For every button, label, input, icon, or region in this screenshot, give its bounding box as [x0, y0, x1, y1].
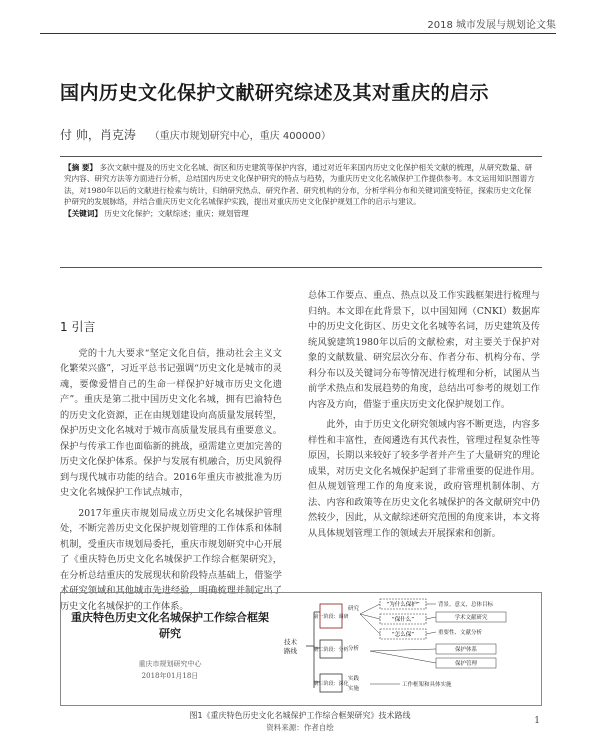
route-label-2: 路线: [284, 647, 297, 655]
left-column: [60, 320, 282, 619]
paper-title: 国内历史文化保护文献研究综述及其对重庆的启示: [60, 82, 490, 104]
running-header: 2018 城市发展与规划论文集: [427, 20, 556, 31]
right-paragraph-1: 总体工作要点、重点、热点以及工作实践框架进行梳理与归纳。本文即在此背景下，以中国知网（CNKI）数据库中的历史文化街区、历史文化名城等名词，历史建筑及传统风貌建筑1980年以后的文献检索，对主要关于保护对象的文献数量、研究层次分布、作者分布、机构分布、学科分布以及关键词分布等情况进行梳理和分析，试图从当前学术热点和发展趋势的角度，总结出可参考的规划工作内容及方向，借鉴于重庆历史文化保护规划工作。: [308, 290, 540, 410]
abstract-text: 多次文献中提及的历史文化名城、街区和历史建筑等保护内容，通过对近年来国内历史文化保护相关文献的梳理，从研究数量、研究内容、研究方法等方面进行分析，总结国内历史文化保护研究的特点与趋势，为重庆历史文化名城保护工作提供参考。本文运用知识图谱方法，对1980年以后的文献进行检索与统计，归纳研究热点、研究作者、研究机构的分布，分析学科分布和关键词演变特征，探索历史文化保护研究的发展脉络，并结合重庆历史文化名城保护实践，提出对重庆历史文化保护规划工作的启示与建议。: [64, 163, 535, 207]
abstract-top-rule: [60, 156, 542, 157]
author-line: [60, 126, 331, 143]
left-paragraph-2: 2017年重庆市规划局成立历史文化名城保护管理处，不断完善历史文化保护规划管理的工作体系和体制机制，受重庆市规划局委托，重庆市规划研究中心开展了《重庆特色历史文化名城保护工作综合框架研究》，在分析总结重庆的发展现状和阶段特点基础上，借鉴学术研究领域和其他城市先进经验，明确梳理并制定出了历史文化名城保护的工作体系。: [60, 507, 282, 612]
question-box-1-label: “为什么保护”: [386, 602, 420, 608]
header-rule: [40, 33, 556, 34]
stage-1: [313, 604, 348, 628]
stage-1-label: 第一阶段：调研: [313, 614, 349, 620]
stage-1-sub-research: 研究: [348, 606, 360, 612]
right-column: [308, 288, 540, 546]
abstract: [64, 162, 538, 219]
figure-cover-title: 重庆特色历史文化名城保护工作综合框架研究: [71, 611, 269, 640]
question-box-2: [380, 614, 426, 624]
result-4: 保护体系: [454, 647, 478, 653]
abstract-label: 【摘 要】: [64, 163, 98, 172]
stage-3-label: 第三阶段：深化: [313, 681, 349, 687]
abstract-box: [60, 156, 542, 268]
question-box-2-label: “保什么”: [391, 617, 415, 623]
figure-cover-date: 2018年01月18日: [141, 672, 199, 680]
page-number: 1: [534, 716, 540, 726]
authors: 付 帅，肖克涛: [60, 128, 136, 142]
section-heading: 1 引言: [60, 320, 96, 334]
keywords-label: 【关键词】: [64, 208, 102, 218]
abstract-bottom-rule: [60, 267, 542, 268]
question-box-3: [380, 629, 426, 639]
figure-cover-meta: [70, 658, 270, 682]
left-paragraph-1: 党的十九大要求“坚定文化自信，推动社会主义文化繁荣兴盛”，习近平总书记强调“历史文化是城市的灵魂，要像爱惜自己的生命一样保护好城市历史文化遗产”。重庆是第二批中国历史文化名城，拥有巴渝特色的历史文化资源，正在由规划建设向高质量发展转型，保护历史文化名城对于城市高质量发展具有重要意义。保护与传承工作也面临新的挑战，亟需建立更加完善的历史文化保护体系。保护与发展有机融合，历史风貌得到与现代城市功能的结合。2016年重庆市被批准为历史文化名城保护工作试点城市，: [60, 347, 282, 498]
result-3: 重要性、文献分析: [438, 630, 483, 636]
keywords: 历史文化保护；文献综述；重庆；规划管理: [104, 208, 249, 218]
result-6: 工作框架和具体实施: [402, 682, 452, 688]
result-5: 保护管理: [454, 661, 478, 667]
question-box-3-label: “怎么保”: [391, 632, 415, 638]
figure-caption: 图1《重庆特色历史文化名城保护工作综合框架研究》技术路线: [189, 711, 411, 720]
stage-2-label: 第二阶段：分析: [313, 647, 349, 653]
route-label-1: 技术: [284, 638, 297, 646]
stage-3-sub-implement: 实施: [348, 686, 360, 692]
right-paragraph-2: 此外，由于历史文化研究领域内容不断更迭，内容多样性和丰富性，查阅遴选有其代表性，管理过程复杂性等原因，长期以来较好了较多学者并产生了大量研究的理论成果，对历史文化名城保护起到了非常重要的促进作用。但从规划管理工作的角度来说，政府管理机制体制、方法、内容和政策等在历史文化名城保护的各文献研究中仍然较少，因此，从文献综述研究范围的角度来讲，本文将从具体规划管理工作的领域去开展探索和创新。: [308, 419, 540, 539]
result-1: 背景、意义，总体目标: [438, 602, 494, 608]
stage-2-sub-analysis: 分析: [348, 646, 360, 652]
stage-3-sub-practice: 实践: [348, 676, 360, 682]
stage-3: [313, 674, 348, 692]
figure-source: 资料来源：作者自绘: [266, 723, 334, 732]
tech-route-diagram: [280, 596, 536, 702]
question-box-1: [380, 599, 426, 609]
stage-2: [313, 640, 348, 658]
figure-cover-org: 重庆市规划研究中心: [138, 660, 202, 668]
affiliation: （重庆市规划研究中心，重庆 400000）: [149, 131, 332, 142]
result-2: 学术文献研究: [454, 615, 488, 621]
